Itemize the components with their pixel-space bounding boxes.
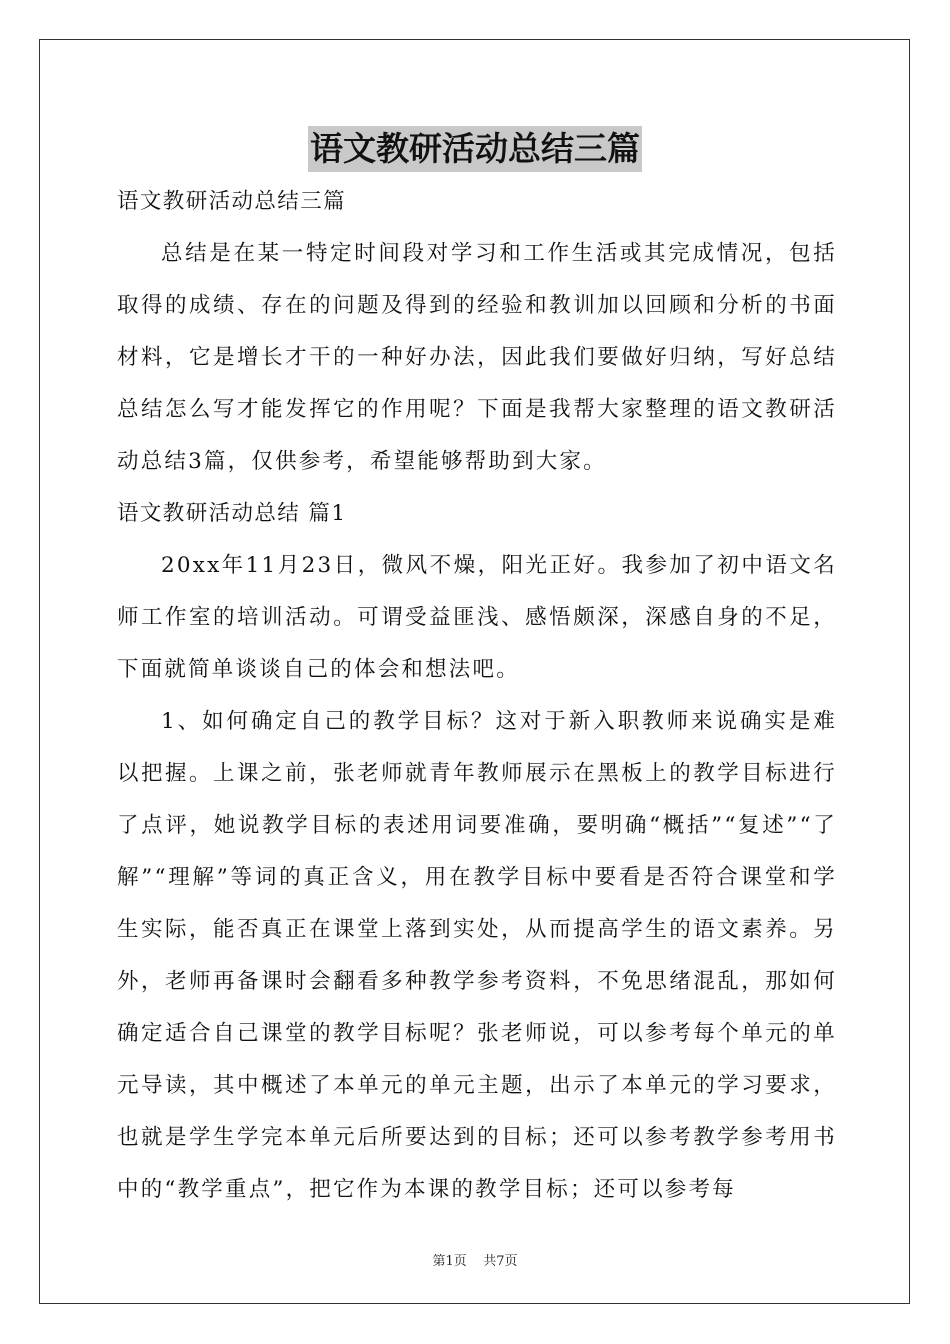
section-heading: 语文教研活动总结 篇1 xyxy=(117,501,347,526)
page-number: 第1页 共7页 xyxy=(432,1254,518,1269)
document-subtitle: 语文教研活动总结三篇 xyxy=(117,189,347,214)
page-footer xyxy=(0,1250,950,1269)
body-paragraph: 20xx年11月23日，微风不燥，阳光正好。我参加了初中语文名师工作室的培训活动。可谓受益匪浅、感悟颇深，深感自身的不足，下面就简单谈谈自己的体会和想法吧。 xyxy=(117,553,837,682)
intro-paragraph: 总结是在某一特定时间段对学习和工作生活或其完成情况，包括取得的成绩、存在的问题及得到的经验和教训加以回顾和分析的书面材料，它是增长才干的一种好办法，因此我们要做好归纳，写好总结总结怎么写才能发挥它的作用呢？下面是我帮大家整理的语文教研活动总结3篇，仅供参考，希望能够帮助到大家。 xyxy=(117,241,837,474)
title-container xyxy=(0,126,950,172)
body-paragraph: 1、如何确定自己的教学目标？这对于新入职教师来说确实是难以把握。上课之前，张老师就青年教师展示在黑板上的教学目标进行了点评，她说教学目标的表述用词要准确，要明确“概括”“复述”“了解”“理解”等词的真正含义，用在教学目标中要看是否符合课堂和学生实际，能否真正在课堂上落到实处，从而提高学生的语文素养。另外，老师再备课时会翻看多种教学参考资料，不免思绪混乱，那如何确定适合自己课堂的教学目标呢？张老师说，可以参考每个单元的单元导读，其中概述了本单元的单元主题，出示了本单元的学习要求，也就是学生学完本单元后所要达到的目标；还可以参考教学参考用书中的“教学重点”，把它作为本课的教学目标；还可以参考每 xyxy=(117,709,837,1202)
document-title: 语文教研活动总结三篇 xyxy=(308,126,642,172)
document-body xyxy=(117,176,837,1216)
